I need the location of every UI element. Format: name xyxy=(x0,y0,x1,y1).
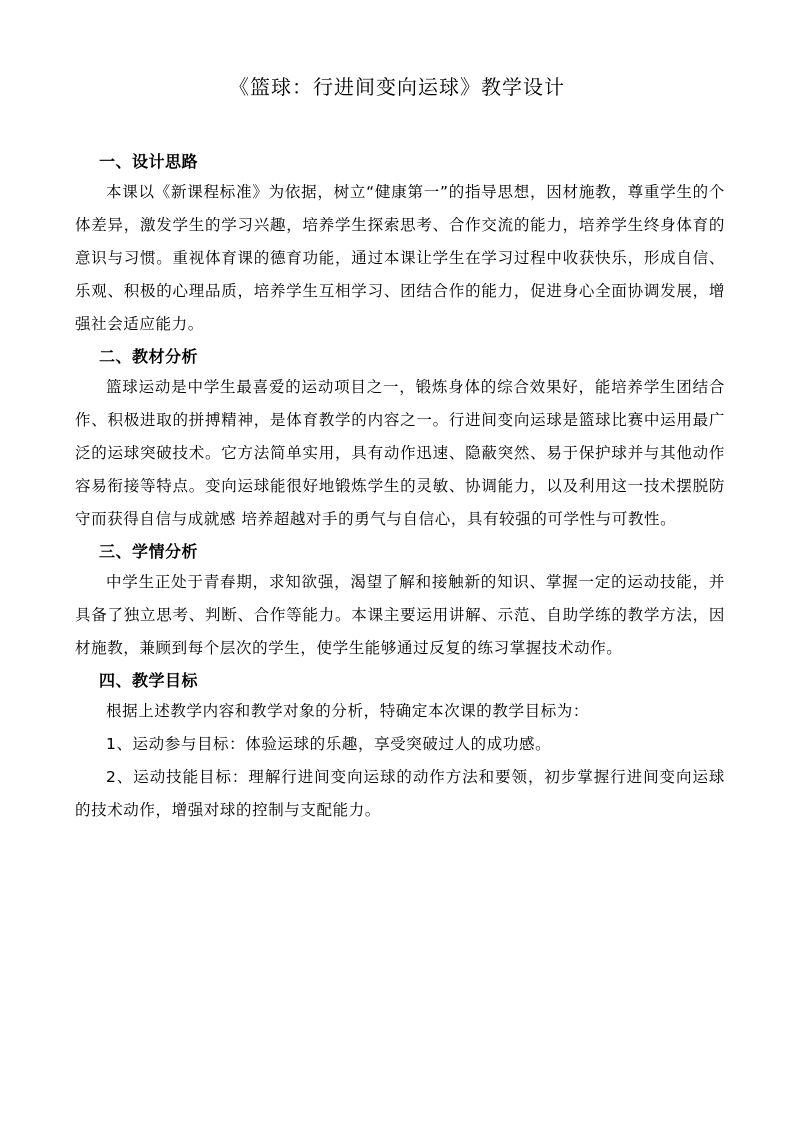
section-heading: 一、设计思路 xyxy=(99,152,199,171)
document-title: 《篮球：行进间变向运球》教学设计 xyxy=(229,75,565,99)
section-paragraph: 篮球运动是中学生最喜爱的运动项目之一，锻炼身体的综合效果好，能培养学生团结合作、积极进取的拼搏精神，是体育教学的内容之一。行进间变向运球是篮球比赛中运用最广泛的运球突破技术。它方法简单实用，具有动作迅速、隐蔽突然、易于保护球并与其他动作容易衔接等特点。变向运球能很好地锻炼学生的灵敏、协调能力，以及利用这一技术摆脱防守而获得自信与成就感 培养超越对手的勇气与自信心，具有较强的可学性与可教性。 xyxy=(75,378,725,528)
section-paragraph: 本课以《新课程标准》为依据，树立“健康第一”的指导思想，因材施教，尊重学生的个体差异，激发学生的学习兴趣，培养学生探索思考、合作交流的能力，培养学生终身体育的意识与习惯。重视体育课的德育功能，通过本课让学生在学习过程中收获快乐，形成自信、乐观、积极的心理品质，培养学生互相学习、团结合作的能力，促进身心全面协调发展，增强社会适应能力。 xyxy=(75,183,725,333)
section-material-analysis xyxy=(75,343,725,536)
goal-item: 2、运动技能目标：理解行进间变向运球的动作方法和要领，初步掌握行进间变向运球的技术动作，增强对球的控制与支配能力。 xyxy=(75,768,725,819)
section-design-idea xyxy=(75,148,725,341)
section-student-analysis xyxy=(75,538,725,665)
section-teaching-goals xyxy=(75,667,725,827)
document-body xyxy=(75,148,725,829)
section-heading: 三、学情分析 xyxy=(99,542,199,561)
section-heading: 二、教材分析 xyxy=(99,347,199,366)
goal-item: 1、运动参与目标：体验运球的乐趣，享受突破过人的成功感。 xyxy=(106,735,552,753)
section-heading: 四、教学目标 xyxy=(99,671,199,690)
section-paragraph: 中学生正处于青春期，求知欲强，渴望了解和接触新的知识、掌握一定的运动技能，并具备了独立思考、判断、合作等能力。本课主要运用讲解、示范、自助学练的教学方法，因材施教，兼顾到每个层次的学生，使学生能够通过反复的练习掌握技术动作。 xyxy=(75,573,725,657)
section-paragraph: 根据上述教学内容和教学对象的分析，特确定本次课的教学目标为： xyxy=(106,702,590,720)
